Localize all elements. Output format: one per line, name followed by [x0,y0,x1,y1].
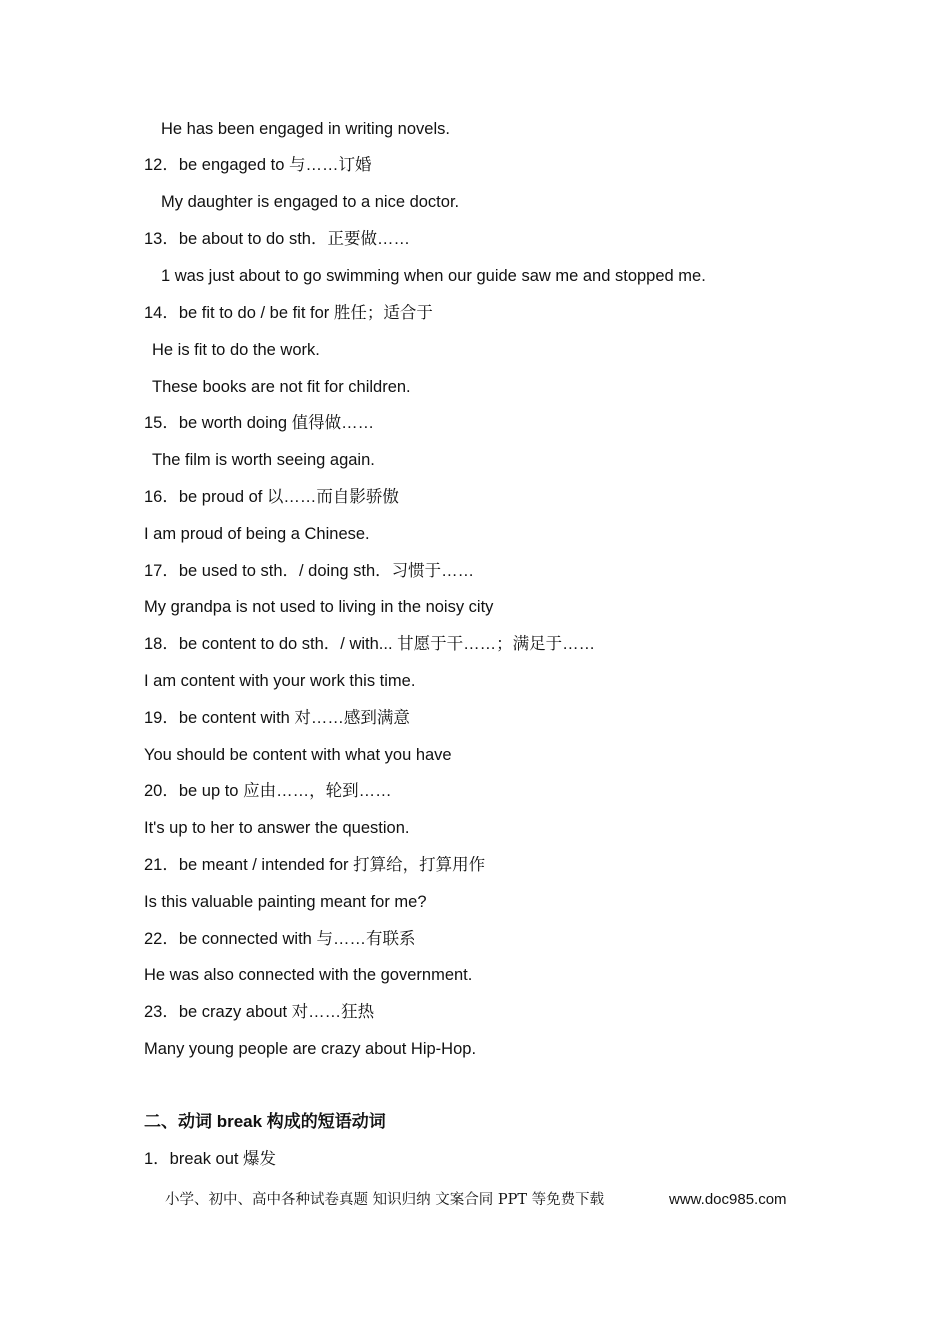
example-sentence: My grandpa is not used to living in the noisy city [144,598,494,616]
example-sentence: 1 was just about to go swimming when our guide saw me and stopped me. [161,267,706,285]
phrase-item-14: 14．be fit to do / be fit for 胜任；适合于 [144,304,433,322]
example-sentence: He has been engaged in writing novels. [161,120,450,138]
phrase-item-23: 23．be crazy about 对……狂热 [144,1003,375,1021]
example-sentence: Many young people are crazy about Hip-Hop. [144,1040,477,1058]
phrase-item-12: 12．be engaged to 与……订婚 [144,156,372,174]
footer-url: www.doc985.com [669,1191,787,1208]
example-sentence: He is fit to do the work. [152,341,320,359]
phrase-item-20: 20．be up to 应由……，轮到…… [144,782,392,800]
example-sentence: Is this valuable painting meant for me? [144,893,427,911]
example-sentence: I am content with your work this time. [144,672,416,690]
phrase-item-15: 15．be worth doing 值得做…… [144,414,375,432]
example-sentence: The film is worth seeing again. [152,451,375,469]
example-sentence: These books are not fit for children. [152,378,411,396]
footer-text: 小学、初中、高中各种试卷真题 知识归纳 文案合同 PPT 等免费下载 [165,1192,605,1208]
example-sentence: He was also connected with the government. [144,966,473,984]
phrase-item-19: 19．be content with 对……感到满意 [144,709,410,727]
section-heading: 二、动词 break 构成的短语动词 [144,1112,386,1131]
phrase-item-18: 18．be content to do sth．/ with... 甘愿于干……；满足于…… [144,635,596,653]
example-sentence: My daughter is engaged to a nice doctor. [161,193,460,211]
phrase-item-13: 13．be about to do sth．正要做…… [144,230,410,248]
example-sentence: You should be content with what you have [144,746,452,764]
phrase-item-1: 1．break out 爆发 [144,1150,277,1168]
example-sentence: I am proud of being a Chinese. [144,525,370,543]
phrase-item-17: 17．be used to sth．/ doing sth．习惯于…… [144,562,475,580]
phrase-item-22: 22．be connected with 与……有联系 [144,930,416,948]
example-sentence: It's up to her to answer the question. [144,819,410,837]
phrase-item-16: 16．be proud of 以……而自影骄傲 [144,488,399,506]
phrase-item-21: 21．be meant / intended for 打算给，打算用作 [144,856,486,874]
